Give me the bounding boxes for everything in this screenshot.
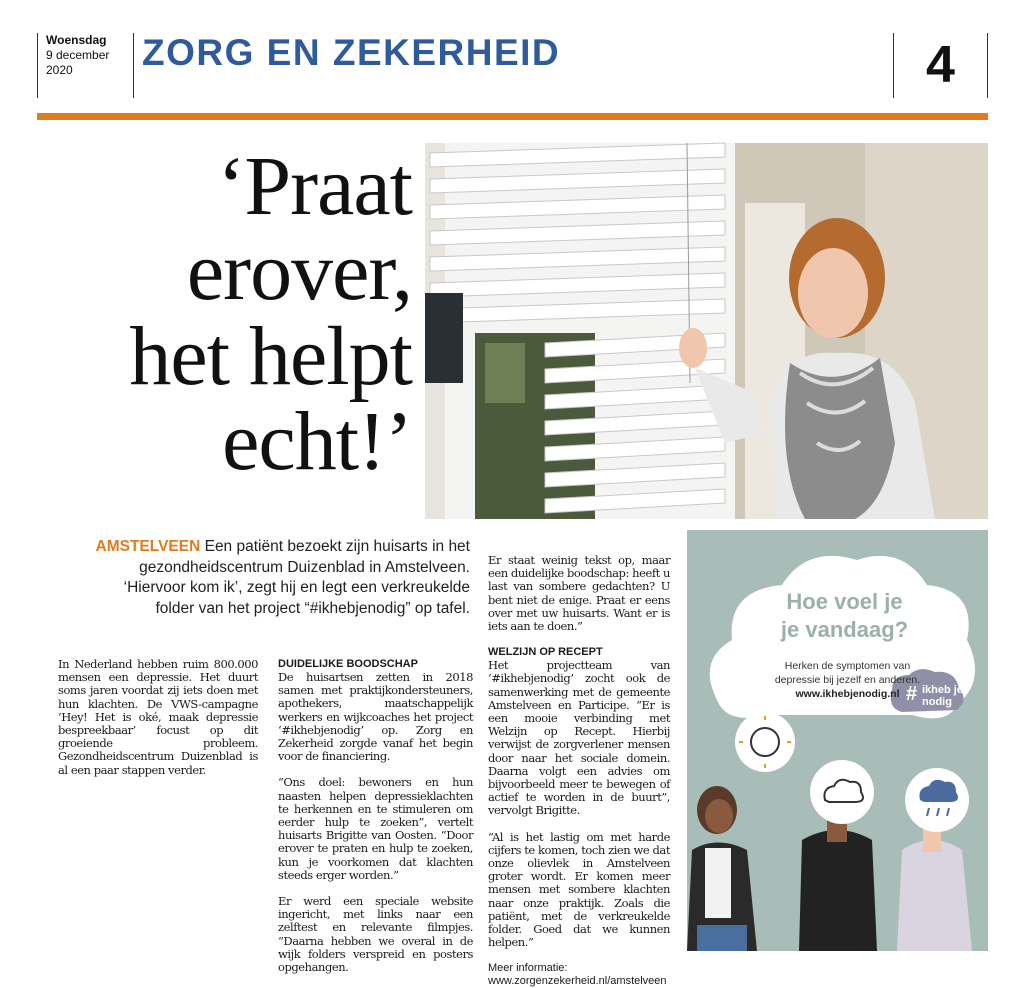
ad-subtitle-line: Herken de symptomen van bbox=[784, 660, 911, 672]
speech-bubble-cloud-icon bbox=[810, 760, 874, 824]
accent-divider bbox=[37, 113, 988, 120]
year: 2020 bbox=[46, 63, 73, 77]
headline-line: het helpt bbox=[129, 310, 412, 403]
headline-line: echt!’ bbox=[222, 395, 412, 488]
photo-illustration bbox=[425, 143, 988, 519]
more-info-link[interactable]: www.zorgenzekerheid.nl/amstelveen bbox=[488, 975, 667, 988]
lead-text: Een patiënt bezoekt zijn huisarts in het gezondheidscentrum Duizenblad in Amstelveen. ‘Hiervoor kom ik’, zegt hij en legt een verkreukelde folder van het project “#ikhebjenodig” op tafel. bbox=[123, 538, 470, 617]
ad-title bbox=[757, 588, 932, 644]
person-left bbox=[687, 786, 757, 951]
paragraph: De huisartsen zetten in 2018 samen met praktijkondersteuners, apothekers, maatschappelijk werkers en wijkcoaches het project ‘#ikhebjenodig’ op. Zorg en Zekerheid zorgde vanaf het begin voor de financiering. bbox=[278, 670, 473, 764]
hashtag-symbol: # bbox=[906, 683, 918, 705]
paragraph: In Nederland hebben ruim 800.000 mensen een depressie. Het duurt soms jaren voordat zij iets doen met hun klachten. De VWS-campagne ‘Hey! Het is oké, maak depressie bespreekbaar’ focust op dit groeiende probleem. Gezondheidscentrum Duizenblad is al een paar stappen verder. bbox=[58, 657, 258, 777]
headline-line: erover, bbox=[186, 225, 412, 318]
page-number: 4 bbox=[893, 33, 988, 98]
woman-at-window-photo bbox=[425, 143, 988, 519]
hashtag-text: ikheb je bbox=[922, 684, 963, 696]
date-block bbox=[37, 33, 130, 98]
lead-paragraph bbox=[90, 537, 470, 619]
paragraph: Er staat weinig tekst op, maar een duidelijke boodschap: heeft u last van sombere gedachten? U bent niet de enige. Praat er eens over met uw huisarts. Want er is iets aan te doen.” bbox=[488, 553, 670, 634]
headline bbox=[37, 140, 412, 488]
headline-line: ‘Praat bbox=[217, 140, 412, 233]
ad-title-line: je vandaag? bbox=[780, 617, 909, 642]
dateline: AMSTELVEEN bbox=[95, 538, 201, 555]
campaign-ad bbox=[687, 530, 988, 951]
subheading: WELZIJN OP RECEPT bbox=[488, 646, 603, 659]
paragraph: Het projectteam van ‘#ikhebjenodig’ zocht ook de samenwerking met de gemeente Amstelveen en Participe. “Er is een mooie verbinding met Welzijn op Recept. Hierbij verwijst de zorgverlener mensen door naar het sociale domein. Daarna volgt een advies om bijvoorbeeld meer te bewegen of actief te worden in de buurt”, vervolgt Brigitte. bbox=[488, 658, 670, 818]
paragraph: Er werd een speciale website ingericht, met links naar een zelftest en relevante filmpjes. “Daarna hebben we overal in de wijk folders verspreid en posters opgehangen. bbox=[278, 894, 473, 975]
speech-bubble-rain-icon bbox=[905, 768, 969, 832]
subheading: DUIDELIJKE BOODSCHAP bbox=[278, 658, 418, 670]
person-right bbox=[897, 820, 972, 951]
ad-title-line: Hoe voel je bbox=[786, 589, 903, 614]
date: 9 december bbox=[46, 48, 110, 62]
article-column-2 bbox=[278, 658, 473, 987]
person-middle bbox=[799, 812, 877, 951]
paragraph: “Al is het lastig om met harde cijfers te komen, toch zien we dat onze olievlek in Amstelveen groter wordt. Er komen meer mensen met sombere klachten naar onze praktijk. Zoals die patiënt, met de verkreukelde folder. Goed dat we kunnen helpen.” bbox=[488, 829, 670, 950]
hashtag-badge bbox=[898, 672, 964, 720]
paragraph: “Ons doel: bewoners en hun naasten helpen depressieklachten te herkennen en te stimuleren om eerder hulp te zoeken”, vertelt huisarts Brigitte van Oosten. “Door erover te praten en hulp te zoeken, kun je voorkomen dat klachten steeds erger worden.” bbox=[278, 775, 473, 882]
article-column-1 bbox=[58, 658, 258, 790]
hashtag-text: nodig bbox=[922, 696, 952, 708]
more-info-label: Meer informatie: bbox=[488, 962, 568, 975]
section-title: ZORG EN ZEKERHEID bbox=[133, 33, 560, 98]
article-column-3 bbox=[488, 554, 670, 988]
weekday: Woensdag bbox=[46, 33, 107, 47]
ad-url[interactable]: www.ikhebjenodig.nl bbox=[795, 688, 900, 700]
speech-bubble-sun-icon bbox=[735, 712, 795, 772]
ad-subtitle-line: depressie bij jezelf en anderen. bbox=[774, 674, 921, 686]
